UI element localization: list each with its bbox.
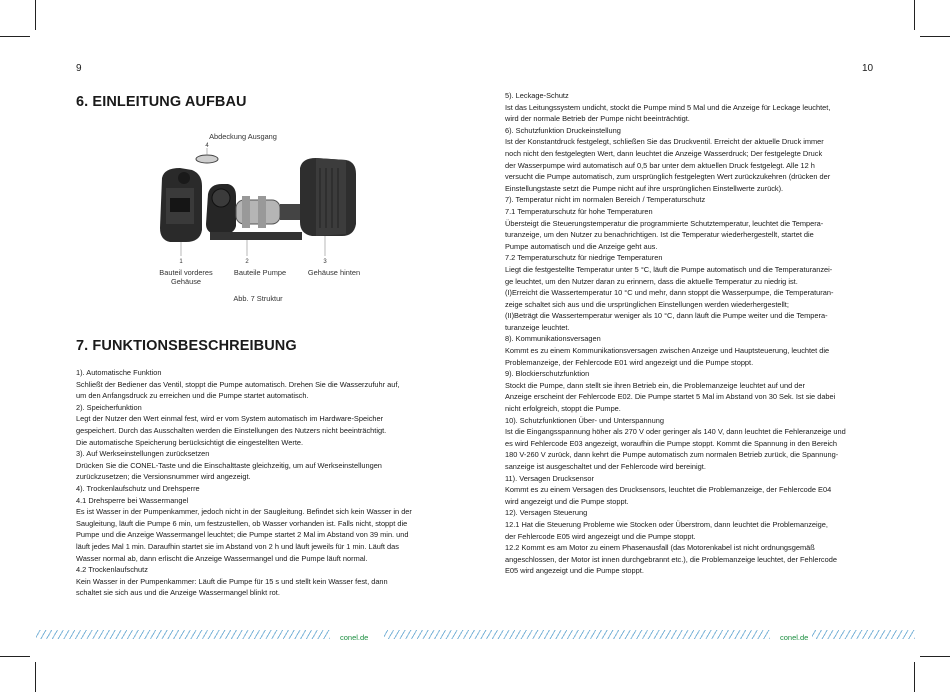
rear-housing-part <box>300 158 356 236</box>
text-line: Stockt die Pumpe, dann stellt sie ihren Betrieb ein, die Problemanzeige leuchtet auf und der <box>505 380 805 390</box>
text-line: (II)Beträgt die Wassertemperatur weniger als 10 °C, dann läuft die Pumpe weiter und die Tempera- <box>505 311 828 321</box>
text-line: Liegt die festgestellte Temperatur unter 5 °C, läuft die Pumpe automatisch und die Temperaturanzei- <box>505 264 833 274</box>
text-line: Die automatische Speicherung berücksichtigt die eingestellten Werte. <box>76 437 304 447</box>
text-line: 12.1 Hat die Steuerung Probleme wie Stocken oder Überstrom, dann leuchtet die Problemanzeige, <box>505 519 828 529</box>
text-line: Übersteigt die Steuerungstemperatur die programmierte Schutztemperatur, leuchtet die Tempera- <box>505 218 824 228</box>
section-heading-structure: 6. EINLEITUNG AUFBAU <box>76 94 247 110</box>
text-line: Pumpe automatisch und die Anzeige geht aus. <box>505 241 658 251</box>
text-line: 4.1 Drehsperre bei Wassermangel <box>76 495 189 505</box>
text-line: Pumpe und die Anzeige Wassermangel leuchtet; die Pumpe startet 2 Mal im Abstand von 39 min. und <box>76 530 409 540</box>
text-line: angeschlossen, der Motor ist innen durchgebrannt etc.), die Problemanzeige leuchtet, der Fehlercode <box>505 554 837 564</box>
figure-number-top: 4 <box>205 143 209 149</box>
text-line: Anzeige erscheint der Fehlercode E02. Die Pumpe startet 5 Mal im Abstand von 30 Sek. Ist sie dabei <box>505 392 836 402</box>
text-line: 12). Versagen Steuerung <box>505 508 588 518</box>
page-number-right: 10 <box>862 63 874 74</box>
text-line: Saugleitung, läuft die Pumpe 6 min, um festzustellen, ob Wasser vorhanden ist. Falls nicht, stoppt die <box>76 518 408 528</box>
text-line: 3). Auf Werkseinstellungen zurücksetzen <box>76 449 210 459</box>
figure-number-1: 1 <box>179 259 183 265</box>
text-line: der Fehlercode E05 wird angezeigt und die Pumpe stoppt. <box>505 531 696 541</box>
text-line: Kein Wasser in der Pumpenkammer: Läuft die Pumpe für 15 s und stellt kein Wasser fest, dann <box>76 576 388 586</box>
text-line: 10). Schutzfunktionen Über- und Unterspannung <box>505 415 664 425</box>
footer-hatch-right-end <box>812 630 915 639</box>
text-line: 11). Versagen Drucksensor <box>505 473 595 483</box>
figure-label-2: Bauteile Pumpe <box>233 268 287 277</box>
text-line: sanzeige ist ausgeschaltet und der Fehlercode wird bereinigt. <box>505 462 706 471</box>
left-body-text <box>76 367 446 599</box>
text-line: Drücken Sie die CONEL-Taste und die Einschalttaste gleichzeitig, um auf Werkseinstellungen <box>76 460 382 470</box>
figure-label-3: Gehäuse hinten <box>307 268 361 277</box>
footer-hatch-right <box>384 630 770 639</box>
section-heading-function: 7. FUNKTIONSBESCHREIBUNG <box>76 338 297 354</box>
text-line: zurückzusetzen; die Versionsnummer wird angezeigt. <box>76 472 251 482</box>
crop-mark <box>35 0 36 30</box>
text-line: 6). Schutzfunktion Druckeinstellung <box>505 125 621 135</box>
footer-hatch-left <box>36 630 330 639</box>
figure-number-3: 3 <box>323 259 327 265</box>
text-line: noch nicht den festgelegten Wert, dann leuchtet die Anzeige Wasserdruck; Der festgelegte Druck <box>505 148 823 158</box>
text-line: 7.2 Temperaturschutz für niedrige Temperaturen <box>505 253 663 263</box>
right-body-text <box>505 90 877 577</box>
text-line: um den Anfangsdruck zu erreichen und die Pumpe startet automatisch. <box>76 391 309 401</box>
text-line: (I)Erreicht die Wassertemperatur 10 °C und mehr, dann stoppt die Wasserpumpe, die Temperaturan- <box>505 288 834 298</box>
text-line: wird angezeigt und die Pumpe stoppt. <box>505 496 629 506</box>
text-line: ge leuchtet, um den Nutzer daran zu erinnern, dass die aktuelle Temperatur zu niedrig ist. <box>505 276 798 286</box>
figure-label-1: Bauteil vorderes Gehäuse <box>159 268 213 286</box>
text-line: turanzeige, um den Nutzer zu benachrichtigen. Ist die Temperatur wiederhergestellt, startet die <box>505 230 814 240</box>
text-line: 7). Temperatur nicht im normalen Bereich / Temperaturschutz <box>505 195 706 205</box>
front-housing-part <box>160 168 202 242</box>
text-line: versucht die Pumpe automatisch, zum ursprünglich festgelegten Wert zurückzukehren (drücken der <box>505 172 831 182</box>
crop-mark <box>914 0 915 30</box>
text-line: 4). Trockenlaufschutz und Drehsperre <box>76 483 200 493</box>
text-line: Einstellungstaste setzt die Pumpe nicht auf ihre ursprünglichen Einstellwerte zurück). <box>505 183 784 193</box>
text-line: Es ist Wasser in der Pumpenkammer, jedoch nicht in der Saugleitung. Befindet sich kein Wasser in der <box>76 507 412 517</box>
text-line: Problemanzeige, der Fehlercode E01 wird angezeigt und die Pumpe stoppt. <box>505 357 754 367</box>
text-line: wird der normale Betrieb der Pumpe nicht beeinträchtigt. <box>505 114 690 124</box>
crop-mark <box>920 656 950 657</box>
text-line: zeige schaltet sich aus und die ursprünglichen Einstellungen werden wiederhergestellt; <box>505 299 789 309</box>
text-line: nicht erfolgreich, stoppt die Pumpe. <box>505 404 621 414</box>
text-line: Schließt der Bediener das Ventil, stoppt die Pumpe automatisch. Drehen Sie die Wasserzufuhr auf, <box>76 379 400 389</box>
outlet-cover-part <box>196 155 218 163</box>
pump-assembly-part <box>206 184 302 240</box>
figure-label-top: Abdeckung Ausgang <box>209 132 277 141</box>
text-line: schaltet sie sich aus und die Anzeige Wassermangel blinkt rot. <box>76 588 280 598</box>
text-line: 2). Speicherfunktion <box>76 402 142 412</box>
crop-mark <box>0 36 30 37</box>
footer-url-left[interactable]: conel.de <box>340 633 369 642</box>
text-line: Legt der Nutzer den Wert einmal fest, wird er vom System automatisch im Hardware-Speicher <box>76 414 384 424</box>
text-line: turanzeige leuchtet. <box>505 322 570 332</box>
text-line: 7.1 Temperaturschutz für hohe Temperaturen <box>505 206 653 216</box>
figure-number-2: 2 <box>245 259 249 265</box>
footer-url-right[interactable]: conel.de <box>780 633 809 642</box>
text-line: 180 V-260 V zurück, dann kehrt die Pumpe automatisch zum normalen Betrieb zurück, die Spannung- <box>505 450 839 460</box>
text-line: gespeichert. Durch das Ausschalten werden die Einstellungen des Nutzers nicht beeinträchtigt. <box>76 425 387 435</box>
text-line: 8). Kommunikationsversagen <box>505 334 601 344</box>
page-number-left: 9 <box>76 63 82 74</box>
text-line: Wasser normal ab, dann erlischt die Anzeige Wassermangel und die Pumpe läuft normal. <box>76 553 368 563</box>
text-line: es wird Fehlercode E03 angezeigt, woraufhin die Pumpe stoppt. Kommt die Spannung in den Bereich <box>505 438 837 448</box>
crop-mark <box>920 36 950 37</box>
text-line: Kommt es zu einem Versagen des Drucksensors, leuchtet die Problemanzeige, der Fehlercode E04 <box>505 485 832 495</box>
crop-mark <box>35 662 36 692</box>
text-line: Ist der Konstantdruck festgelegt, schließen Sie das Druckventil. Erreicht der aktuelle Druck immer <box>505 137 824 147</box>
text-line: Ist das Leitungssystem undicht, stockt die Pumpe mind 5 Mal und die Anzeige für Leckage leuchtet, <box>505 102 831 112</box>
text-line: 12.2 Kommt es am Motor zu einem Phasenausfall (das Motorenkabel ist nicht ordnungsgemäß <box>505 543 815 553</box>
text-line: 1). Automatische Funktion <box>76 368 162 377</box>
pump-exploded-illustration <box>150 138 365 263</box>
text-line: der Wasserpumpe wird automatisch auf 0,5 bar unter dem aktuellen Druck festgelegt. Alle 12 h <box>505 160 815 170</box>
crop-mark <box>0 656 30 657</box>
text-line: 5). Leckage-Schutz <box>505 91 569 100</box>
text-line: E05 wird angezeigt und die Pumpe stoppt. <box>505 566 644 576</box>
crop-mark <box>914 662 915 692</box>
text-line: läuft jedes Mal 1 min. Daraufhin startet sie im Abstand von 2 h und läuft jeweils für 1 min. Läuft das <box>76 541 399 551</box>
text-line: 4.2 Trockenlaufschutz <box>76 565 148 575</box>
text-line: Kommt es zu einem Kommunikationsversagen zwischen Anzeige und Hauptsteuerung, leuchtet die <box>505 346 830 356</box>
text-line: Ist die Eingangsspannung höher als 270 V oder geringer als 140 V, dann leuchtet die Fehleranzeige und <box>505 427 846 437</box>
text-line: 9). Blockierschutzfunktion <box>505 369 590 379</box>
figure-caption: Abb. 7 Struktur <box>233 294 283 303</box>
